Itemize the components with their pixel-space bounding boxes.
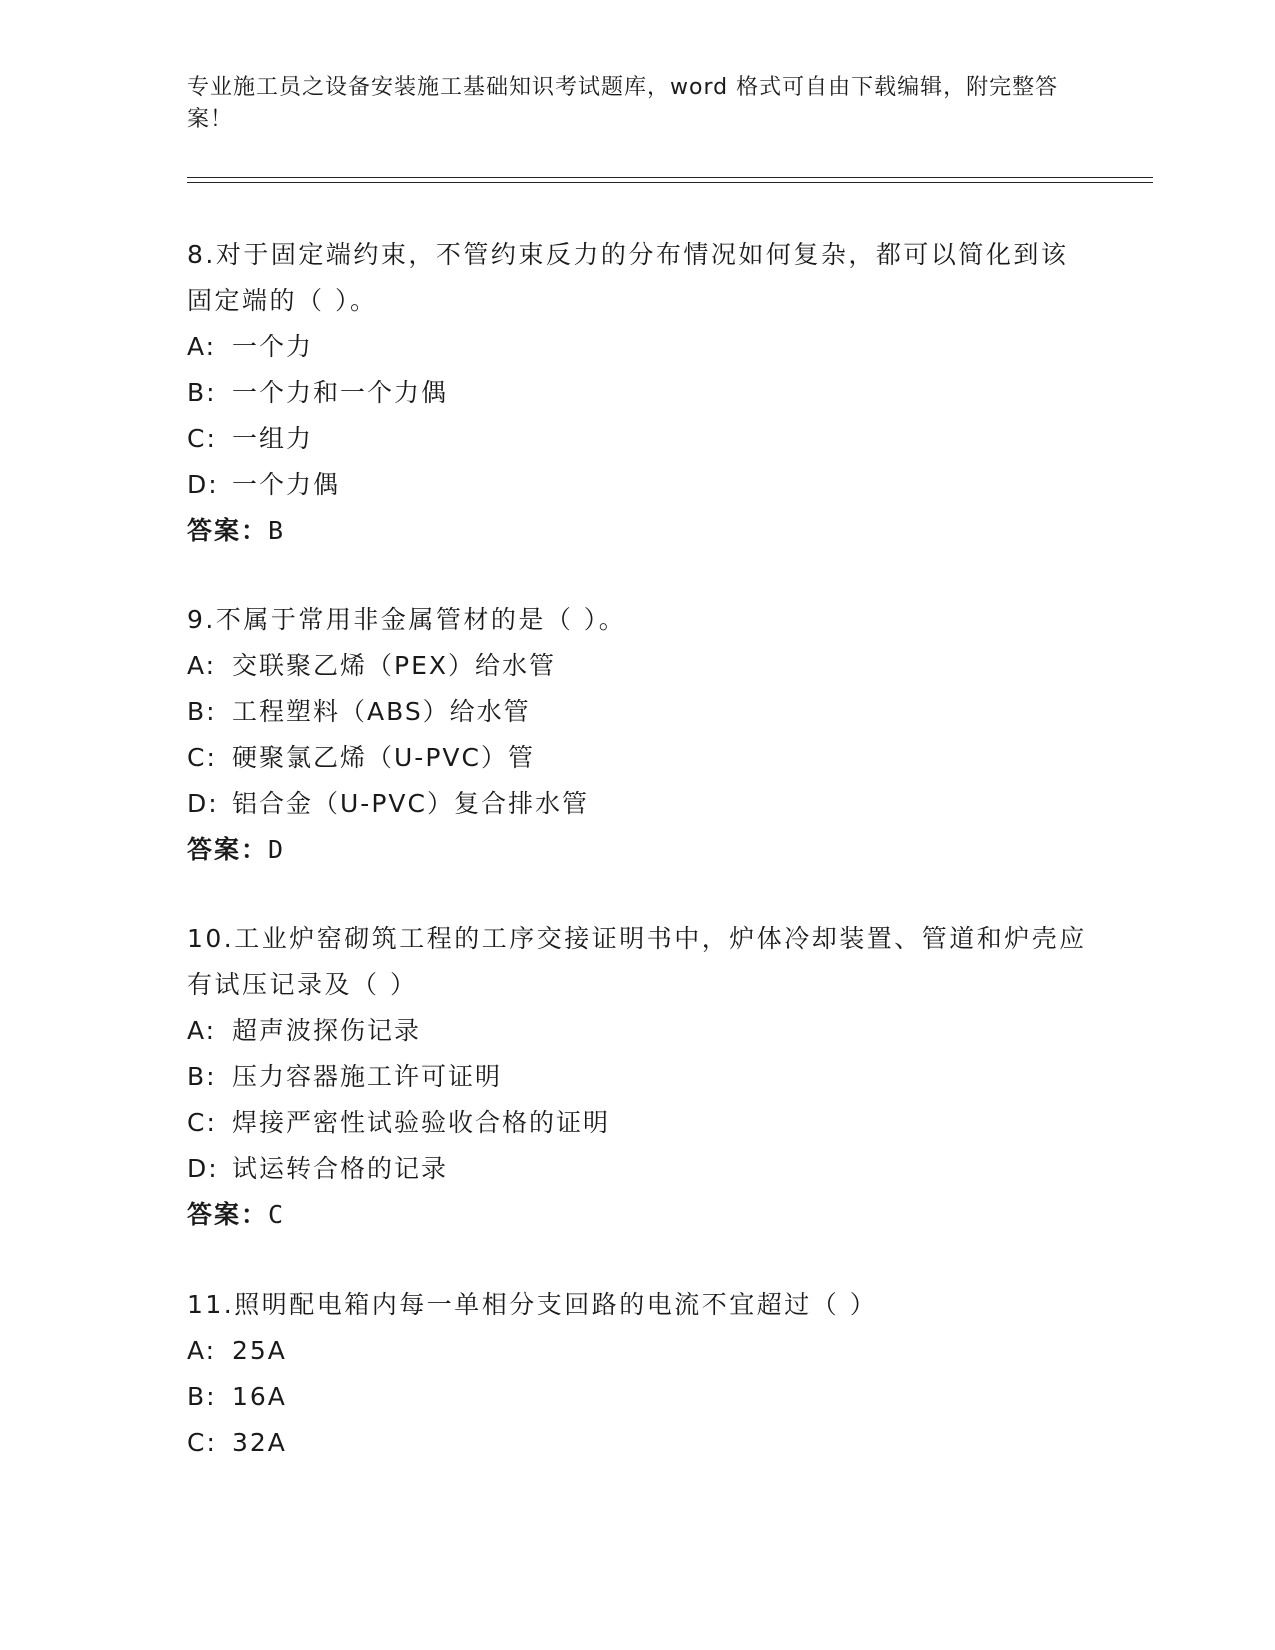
option-c bbox=[187, 416, 1087, 462]
question-10 bbox=[187, 916, 1087, 1238]
option-b bbox=[187, 689, 1087, 735]
answer-label: 答案： bbox=[187, 1200, 269, 1229]
question-9 bbox=[187, 597, 1087, 873]
option-label: B: bbox=[187, 1062, 217, 1091]
answer-line bbox=[187, 1192, 1087, 1238]
option-label: D: bbox=[187, 470, 219, 499]
option-label: A: bbox=[187, 1016, 217, 1045]
question-11 bbox=[187, 1282, 1087, 1466]
answer-value: B bbox=[268, 516, 285, 545]
option-text: 焊接严密性试验验收合格的证明 bbox=[232, 1108, 611, 1137]
option-label: A: bbox=[187, 651, 217, 680]
answer-line bbox=[187, 827, 1087, 873]
option-text: 铝合金（U-PVC）复合排水管 bbox=[232, 789, 589, 818]
option-a bbox=[187, 1328, 1087, 1374]
option-text: 一个力 bbox=[232, 332, 314, 361]
option-label: C: bbox=[187, 1428, 217, 1457]
option-c bbox=[187, 1100, 1087, 1146]
answer-value: C bbox=[268, 1200, 285, 1229]
option-text: 试运转合格的记录 bbox=[232, 1154, 449, 1183]
document-header: 专业施工员之设备安装施工基础知识考试题库，word 格式可自由下载编辑，附完整答案！ bbox=[187, 75, 1059, 132]
option-a bbox=[187, 643, 1087, 689]
option-text: 硬聚氯乙烯（U-PVC）管 bbox=[232, 743, 535, 772]
option-label: D: bbox=[187, 789, 219, 818]
question-title: 10.工业炉窑砌筑工程的工序交接证明书中，炉体冷却装置、管道和炉壳应有试压记录及（ ） bbox=[187, 924, 1087, 999]
option-text: 交联聚乙烯（PEX）给水管 bbox=[232, 651, 556, 680]
question-title: 8.对于固定端约束，不管约束反力的分布情况如何复杂，都可以简化到该固定端的（ ）。 bbox=[187, 240, 1069, 315]
option-text: 工程塑料（ABS）给水管 bbox=[232, 697, 531, 726]
option-c bbox=[187, 735, 1087, 781]
option-c bbox=[187, 1420, 1087, 1466]
option-label: D: bbox=[187, 1154, 219, 1183]
option-label: B: bbox=[187, 1382, 217, 1411]
option-text: 32A bbox=[232, 1428, 287, 1457]
option-d bbox=[187, 1146, 1087, 1192]
option-label: A: bbox=[187, 332, 217, 361]
option-d bbox=[187, 462, 1087, 508]
option-text: 16A bbox=[232, 1382, 287, 1411]
option-b bbox=[187, 1374, 1087, 1420]
option-a bbox=[187, 324, 1087, 370]
question-8 bbox=[187, 232, 1087, 554]
option-text: 超声波探伤记录 bbox=[232, 1016, 422, 1045]
header-divider-top bbox=[187, 177, 1153, 178]
answer-line bbox=[187, 508, 1087, 554]
header-divider-bottom bbox=[187, 182, 1153, 183]
option-d bbox=[187, 781, 1087, 827]
option-a bbox=[187, 1008, 1087, 1054]
option-text: 一组力 bbox=[232, 424, 314, 453]
option-label: A: bbox=[187, 1336, 217, 1365]
option-label: C: bbox=[187, 1108, 217, 1137]
option-text: 一个力偶 bbox=[232, 470, 341, 499]
option-text: 25A bbox=[232, 1336, 287, 1365]
question-title: 9.不属于常用非金属管材的是（ ）。 bbox=[187, 605, 627, 634]
option-label: B: bbox=[187, 697, 217, 726]
option-b bbox=[187, 1054, 1087, 1100]
option-b bbox=[187, 370, 1087, 416]
option-label: C: bbox=[187, 743, 217, 772]
option-label: B: bbox=[187, 378, 217, 407]
question-title: 11.照明配电箱内每一单相分支回路的电流不宜超过（ ） bbox=[187, 1290, 878, 1319]
answer-value: D bbox=[268, 835, 285, 864]
answer-label: 答案： bbox=[187, 516, 269, 545]
option-text: 一个力和一个力偶 bbox=[232, 378, 449, 407]
option-label: C: bbox=[187, 424, 217, 453]
option-text: 压力容器施工许可证明 bbox=[232, 1062, 503, 1091]
answer-label: 答案： bbox=[187, 835, 269, 864]
